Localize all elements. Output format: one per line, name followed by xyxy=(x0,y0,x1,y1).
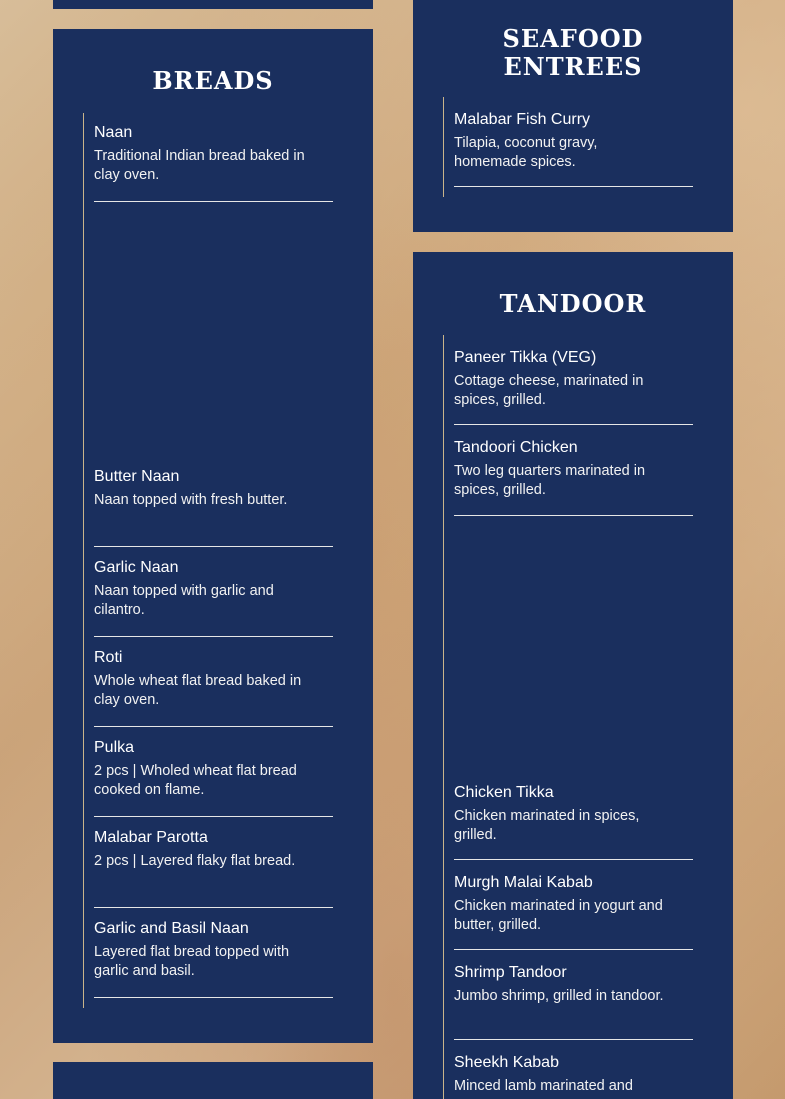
seafood-entrees-card xyxy=(413,0,733,232)
menu-item-name: Chicken Tikka xyxy=(454,784,554,801)
menu-item[interactable] xyxy=(454,783,693,860)
menu-item-name: Sheekh Kabab xyxy=(454,1054,559,1071)
seafood-title-line2: ENTREES xyxy=(503,52,643,81)
menu-item[interactable] xyxy=(454,438,693,516)
menu-item[interactable] xyxy=(94,919,333,998)
menu-item[interactable] xyxy=(94,558,333,637)
menu-item-description: Chicken marinated in spices, grilled. xyxy=(454,808,640,843)
menu-item-description: Traditional Indian bread baked in clay oven. xyxy=(94,148,305,183)
menu-item-description: Whole wheat flat bread baked in clay oven. xyxy=(94,673,302,708)
tandoor-card xyxy=(413,252,733,1099)
menu-item[interactable] xyxy=(454,1053,693,1099)
menu-item-name: Murgh Malai Kabab xyxy=(454,874,593,891)
tandoor-title: TANDOOR xyxy=(499,289,647,318)
menu-item[interactable] xyxy=(94,828,333,908)
menu-item[interactable] xyxy=(454,348,693,425)
menu-item-description: Naan topped with garlic and cilantro. xyxy=(94,583,274,618)
breads-title: BREADS xyxy=(152,66,274,95)
menu-item-name: Garlic Naan xyxy=(94,559,179,576)
menu-item[interactable] xyxy=(454,963,693,1040)
menu-item-name: Naan xyxy=(94,124,133,141)
breads-card xyxy=(53,29,373,1043)
menu-item[interactable] xyxy=(94,467,333,547)
menu-item[interactable] xyxy=(94,123,333,202)
menu-item-name: Garlic and Basil Naan xyxy=(94,920,249,937)
menu-item-name: Shrimp Tandoor xyxy=(454,964,567,981)
menu-item-name: Roti xyxy=(94,649,123,666)
menu-item-name: Pulka xyxy=(94,739,135,756)
menu-item-description: Chicken marinated in yogurt and butter, grilled. xyxy=(454,898,663,933)
menu-item-description: Minced lamb marinated and xyxy=(454,1078,633,1094)
menu-card-top-partial xyxy=(53,0,373,9)
menu-item-description: Jumbo shrimp, grilled in tandoor. xyxy=(454,988,664,1004)
tandoor-item-list xyxy=(443,335,693,1099)
breads-item-list xyxy=(83,113,333,1008)
menu-item-description: 2 pcs | Layered flaky flat bread. xyxy=(94,853,296,869)
seafood-item-list xyxy=(443,97,693,197)
menu-item[interactable] xyxy=(94,738,333,817)
menu-item-name: Malabar Parotta xyxy=(94,829,208,846)
menu-item-name: Tandoori Chicken xyxy=(454,439,578,456)
menu-item-description: 2 pcs | Wholed wheat flat bread cooked on flame. xyxy=(94,763,297,798)
menu-item[interactable] xyxy=(94,648,333,727)
menu-item[interactable] xyxy=(454,110,693,187)
seafood-title-line1: SEAFOOD xyxy=(502,24,644,53)
menu-card-bottom-partial xyxy=(53,1062,373,1099)
menu-item[interactable] xyxy=(454,873,693,950)
seafood-title xyxy=(413,25,733,81)
menu-item-description: Layered flat bread topped with garlic and basil. xyxy=(94,944,290,979)
menu-item-name: Paneer Tikka (VEG) xyxy=(454,349,597,366)
menu-item-description: Naan topped with fresh butter. xyxy=(94,492,288,508)
menu-item-description: Two leg quarters marinated in spices, grilled. xyxy=(454,463,646,498)
menu-item-name: Butter Naan xyxy=(94,468,180,485)
menu-item-name: Malabar Fish Curry xyxy=(454,111,591,128)
menu-item-description: Cottage cheese, marinated in spices, grilled. xyxy=(454,373,644,408)
menu-item-description: Tilapia, coconut gravy, homemade spices. xyxy=(454,135,598,170)
